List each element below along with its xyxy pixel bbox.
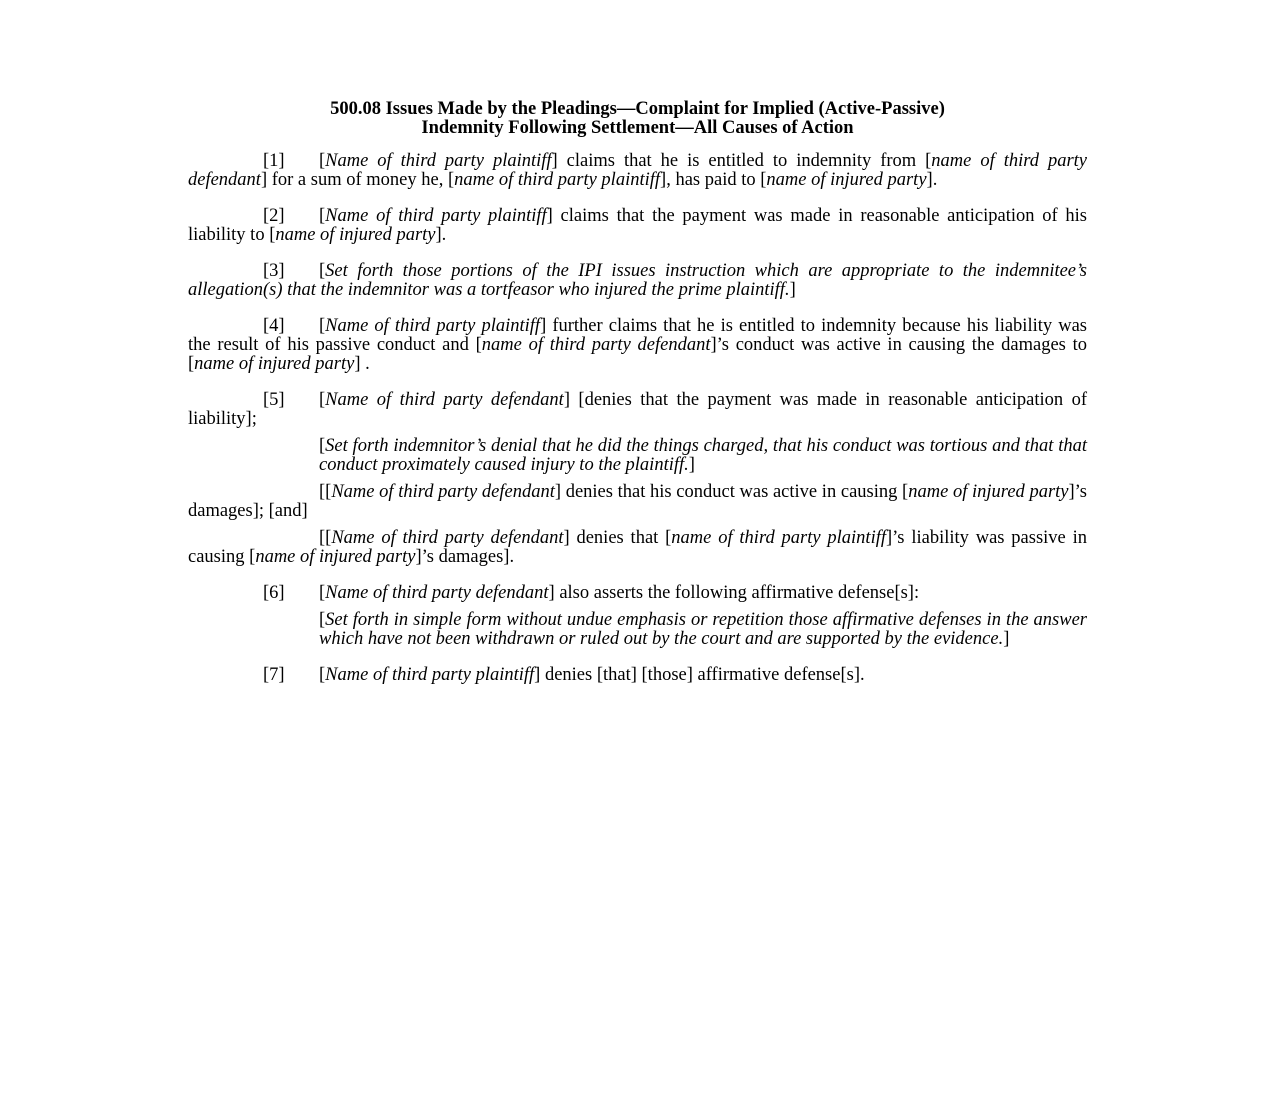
title-line-2: Indemnity Following Settlement—All Causes of Action [421,118,854,138]
page-title [188,100,1087,138]
paragraph-5-sub-1: [[Name of third party defendant] denies that his conduct was active in causing [name of injured party]’s damages]; [and] [188,482,1087,521]
paragraph-3: [3] [Set forth those portions of the IPI issues instruction which are appropriate to the indemnitee’s allegation(s) that the indemnitor was a tortfeasor who injured the prime plaintiff.] [188,261,1087,300]
paragraph-number: [3] [263,261,285,281]
paragraph-2: [2] [Name of third party plaintiff] claims that the payment was made in reasonable anticipation of his liability to [name of injured party]. [188,206,1087,245]
paragraph-number: [2] [263,206,285,226]
paragraph-5-indented-block: [Set forth indemnitor’s denial that he did the things charged, that his conduct was tortious and that that conduct proximately caused injury to the plaintiff.] [319,436,1087,475]
paragraph-number: [1] [263,151,285,171]
paragraph-number: [7] [263,665,285,685]
paragraph-6: [6] [Name of third party defendant] also asserts the following affirmative defense[s]: [263,583,920,603]
paragraph-5: [5] [Name of third party defendant] [denies that the payment was made in reasonable anticipation of liability]; [188,390,1087,429]
paragraph-4: [4] [Name of third party plaintiff] further claims that he is entitled to indemnity because his liability was the result of his passive conduct and [name of third party defendant]’s conduct was active in causing the damages to [name of injured party] . [188,316,1087,374]
paragraph-number: [5] [263,390,285,410]
document-page [188,100,1087,702]
paragraph-5-sub-2: [[Name of third party defendant] denies that [name of third party plaintiff]’s liability was passive in causing [name of injured party]’s damages]. [188,528,1087,567]
paragraph-number: [6] [263,583,285,603]
paragraph-7: [7] [Name of third party plaintiff] denies [that] [those] affirmative defense[s]. [263,665,865,685]
paragraph-1: [1] [Name of third party plaintiff] claims that he is entitled to indemnity from [name of third party defendant] for a sum of money he, [name of third party plaintiff], has paid to [name of injured party]. [188,151,1088,190]
paragraph-number: [4] [263,316,285,336]
title-line-1: 500.08 Issues Made by the Pleadings—Complaint for Implied (Active-Passive) [330,99,945,119]
paragraph-6-indented-block: [Set forth in simple form without undue emphasis or repetition those affirmative defenses in the answer which have not been withdrawn or ruled out by the court and are supported by the evidence.] [319,610,1087,649]
